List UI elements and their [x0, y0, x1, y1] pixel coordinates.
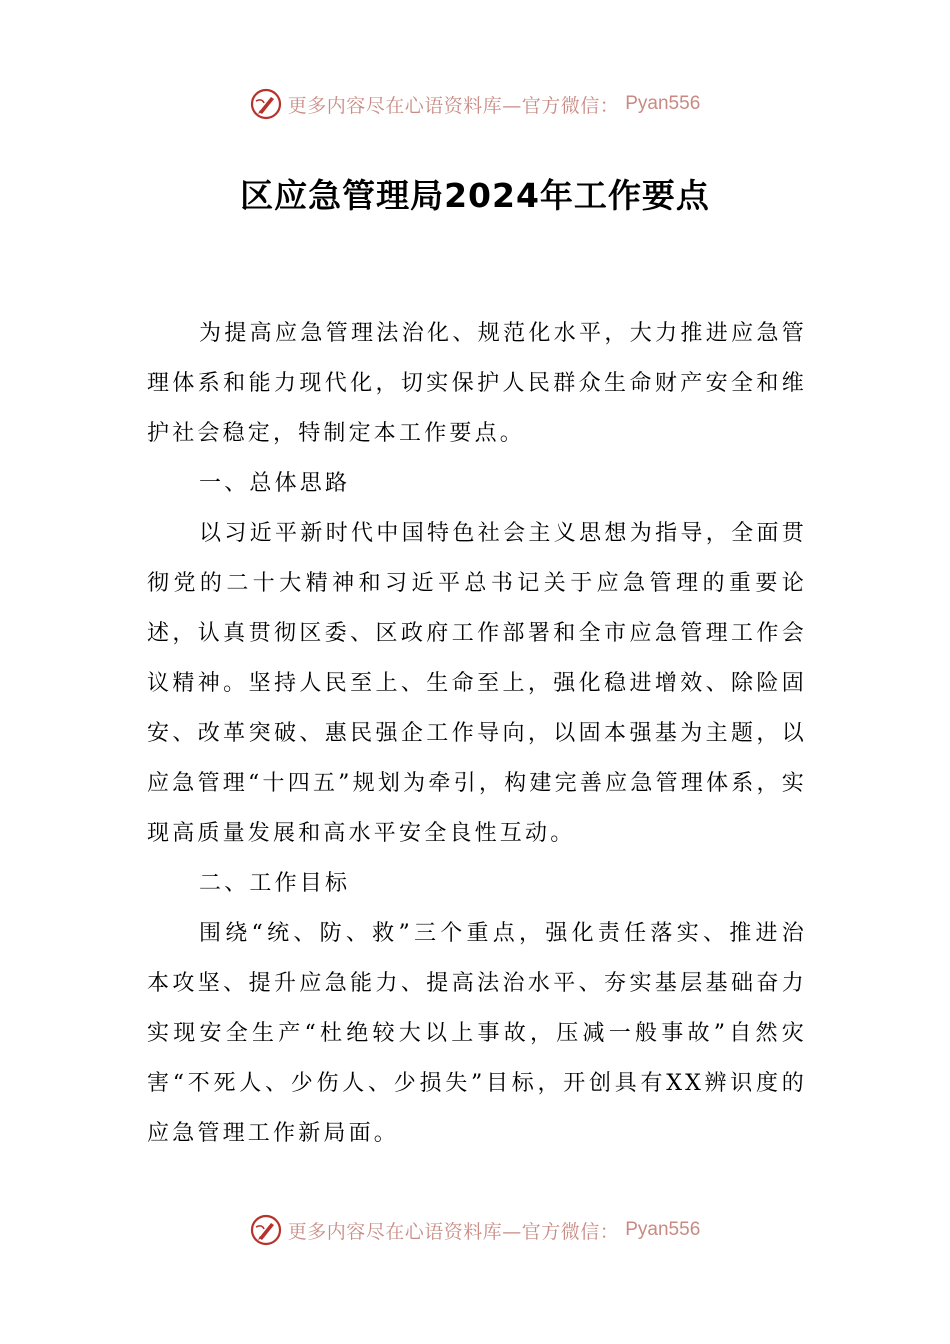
pen-logo-icon [250, 88, 282, 120]
watermark-contact-text: Pyan556 [625, 1219, 701, 1240]
footer-watermark [0, 1210, 950, 1250]
header-watermark [0, 84, 950, 124]
pen-logo-icon [250, 1214, 282, 1246]
document-title: 区应急管理局2024年工作要点 [240, 176, 710, 215]
intro-paragraph: 为提高应急管理法治化、规范化水平，大力推进应急管理体系和能力现代化，切实保护人民群众生命财产安全和维护社会稳定，特制定本工作要点。 [147, 321, 807, 446]
section-heading-overall-approach: 一、总体思路 [199, 471, 351, 496]
section-body-overall-approach: 以习近平新时代中国特色社会主义思想为指导，全面贯彻党的二十大精神和习近平总书记关于应急管理的重要论述，认真贯彻区委、区政府工作部署和全市应急管理工作会议精神。坚持人民至上、生命至上，强化稳进增效、除险固安、改革突破、惠民强企工作导向，以固本强基为主题，以应急管理“十四五”规划为牵引，构建完善应急管理体系，实现高质量发展和高水平安全良性互动。 [147, 521, 807, 846]
watermark-brand-text: 更多内容尽在心语资料库—官方微信： [287, 1220, 620, 1243]
section-heading-work-goals: 二、工作目标 [199, 871, 351, 896]
document-body [147, 309, 807, 1159]
watermark-contact-text: Pyan556 [625, 93, 701, 114]
watermark-brand-text: 更多内容尽在心语资料库—官方微信： [287, 94, 620, 117]
section-body-work-goals: 围绕“统、防、救”三个重点，强化责任落实、推进治本攻坚、提升应急能力、提高法治水平、夯实基层基础奋力实现安全生产“杜绝较大以上事故，压减一般事故”自然灾害“不死人、少伤人、少损失”目标，开创具有XX辨识度的应急管理工作新局面。 [147, 921, 807, 1146]
